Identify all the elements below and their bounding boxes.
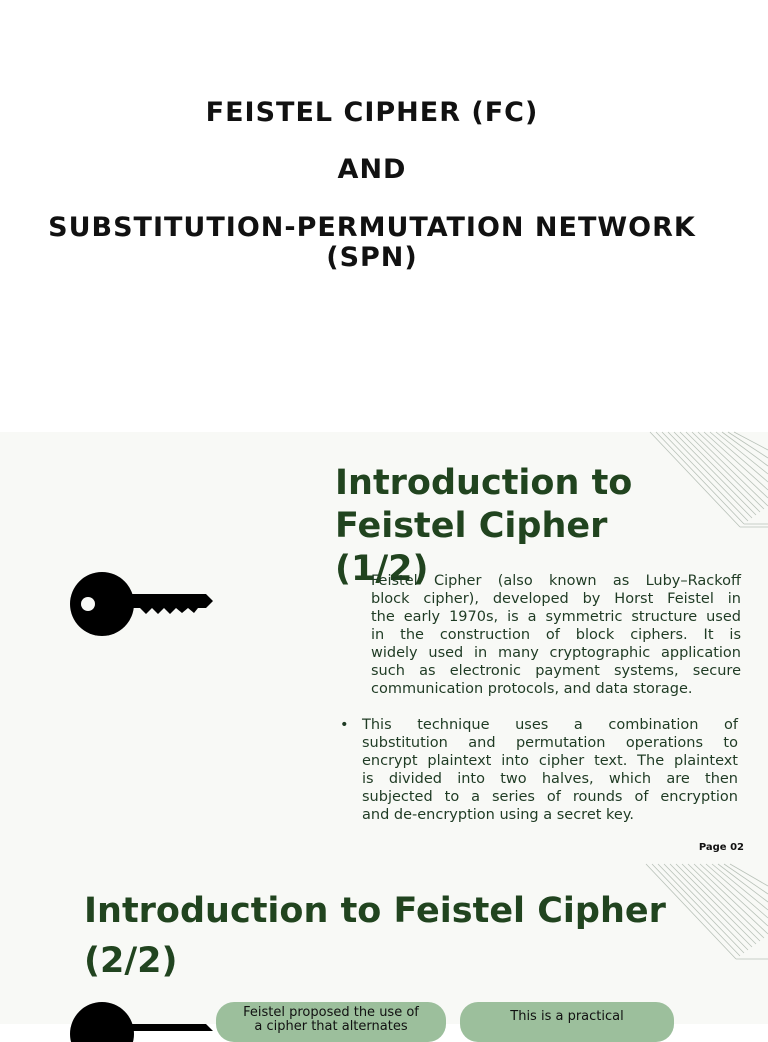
heading-line-2: Feistel Cipher [335, 506, 608, 546]
para1-line: the early 1970s, is a symmetric structure used [371, 609, 741, 625]
heading-line-3: (1/2) [335, 549, 429, 589]
para2-line: encrypt plaintext into cipher text. The plaintext [362, 753, 738, 769]
pill-text: a cipher that alternates [254, 1019, 408, 1034]
intro-slide-2 [0, 864, 768, 1034]
para2-line: subjected to a series of rounds of encryption [362, 789, 738, 805]
para1-line: widely used in many cryptographic application [371, 645, 741, 661]
title-line-4: (SPN) [326, 242, 418, 273]
title-line-3: SUBSTITUTION-PERMUTATION NETWORK [48, 212, 696, 243]
heading-line-2: (2/2) [84, 941, 178, 981]
pill-text: Feistel proposed the use of [243, 1005, 419, 1020]
pill-text: This is a practical [510, 1009, 624, 1024]
para1-line: communication protocols, and data storage. [371, 681, 693, 697]
info-pill-2 [460, 1002, 674, 1042]
para2-line: is divided into two halves, which are then [362, 771, 738, 787]
title-slide [0, 0, 768, 432]
heading-line-1: Introduction to [335, 463, 633, 503]
title-line-2: AND [337, 154, 407, 185]
info-pill-1 [216, 1002, 446, 1042]
para2-line: substitution and permutation operations to [362, 735, 738, 751]
para2-line: This technique uses a combination of [362, 717, 738, 733]
para1-line: Feistel Cipher (also known as Luby–Rackoff [371, 573, 741, 589]
diagonal-lines-decoration [640, 432, 768, 532]
intro-slide-1 [0, 432, 768, 864]
bullet-icon: • [340, 717, 349, 733]
page-number: Page 02 [698, 842, 744, 853]
heading-line-1: Introduction to Feistel Cipher [84, 891, 666, 931]
para1-line: in the construction of block ciphers. It is [371, 627, 741, 643]
para1-line: such as electronic payment systems, secure [371, 663, 741, 679]
title-line-1: FEISTEL CIPHER (FC) [205, 97, 539, 128]
para2-line: and de-encryption using a secret key. [362, 807, 634, 823]
key-icon [70, 1002, 216, 1032]
para1-line: block cipher), developed by Horst Feistel in [371, 591, 741, 607]
key-icon [70, 568, 216, 640]
